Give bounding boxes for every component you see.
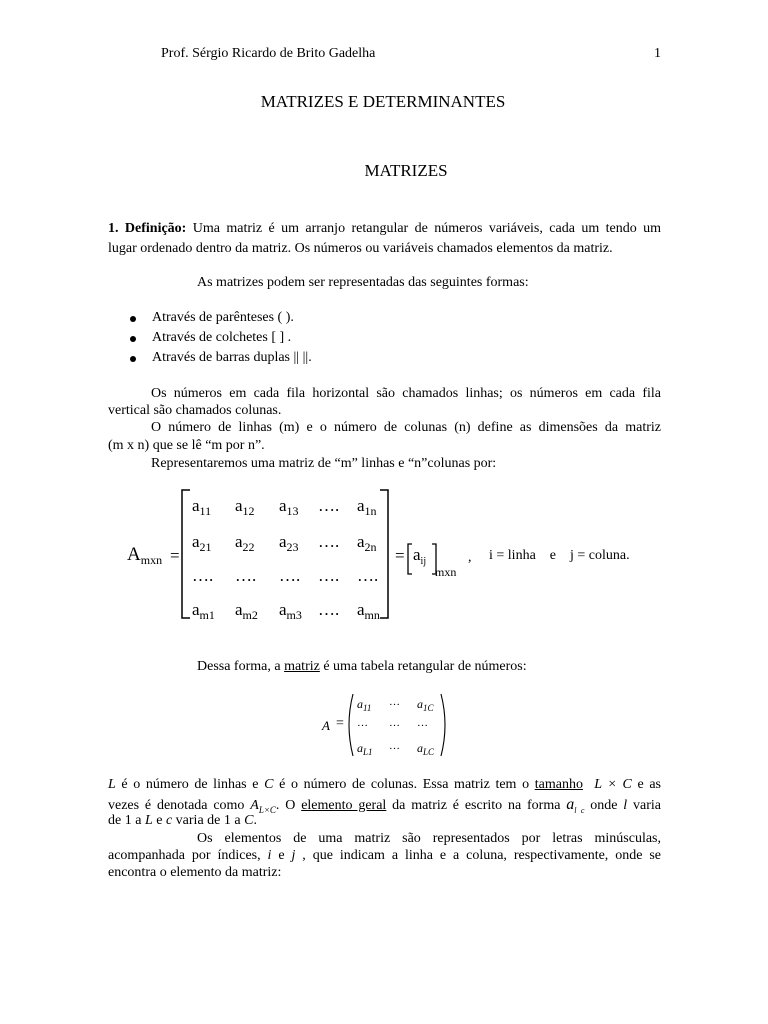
var-alc: a: [566, 796, 575, 813]
matrix2-cell-base: a: [357, 741, 363, 755]
matrix2-cell: …: [389, 696, 400, 708]
text: , que indicam a linha e a coluna, respectivamente, onde se: [295, 848, 662, 863]
var-c: c: [165, 813, 173, 828]
matrix-cell: [235, 532, 255, 552]
header-author: Prof. Sérgio Ricardo de Brito Gadelha: [161, 46, 376, 61]
matrix-cell: ….: [279, 566, 301, 585]
var-C: C: [264, 777, 274, 792]
text: é o número de linhas e: [115, 777, 265, 792]
matrix-cell-base: a: [357, 496, 365, 515]
section-title: MATRIZES: [364, 161, 448, 180]
text: .: [253, 813, 257, 828]
para5-line-1: [108, 777, 661, 793]
var-alc-sub: l c: [574, 805, 585, 815]
matrix-lhs-sub: mxn: [140, 553, 163, 567]
matrix-cell: [279, 496, 299, 516]
definition-line-2: lugar ordenado dentro da matriz. Os números ou variáveis chamados elementos da matriz.: [108, 241, 613, 256]
equals-sign: =: [170, 546, 180, 565]
var-i: i: [267, 848, 272, 863]
matrix-cell-sub: 22: [242, 540, 255, 554]
text: onde: [584, 798, 624, 813]
para1-line-1: Os números em cada fila horizontal são chamados linhas; os números em cada fila: [151, 386, 661, 401]
var-L: L: [144, 813, 153, 828]
matrix2-cell: …: [389, 717, 400, 729]
matrix2-cell-sub: LC: [423, 747, 435, 757]
para6-line-3: encontra o elemento da matriz:: [108, 865, 282, 880]
matrix-cell: [192, 600, 215, 620]
definition-text-1: Uma matriz é um arranjo retangular de números variáveis, cada um tendo um: [192, 221, 662, 236]
matrix2-cell-base: a: [417, 741, 423, 755]
text: . O: [275, 798, 302, 813]
matrix-cell-base: a: [192, 600, 200, 619]
bullet-item: Através de parênteses ( ).: [152, 310, 294, 325]
tamanho-link[interactable]: tamanho: [534, 777, 583, 792]
var-C: C: [244, 813, 254, 828]
matrix2-cell-sub: L1: [363, 747, 373, 757]
matrix-cell: [192, 496, 211, 516]
matrix-cell-sub: m1: [199, 608, 215, 622]
text: varia: [627, 798, 661, 813]
matrix2-cell-sub: 1C: [423, 703, 434, 713]
index-caption: i = linha e j = coluna.: [489, 548, 630, 563]
bullet-item: Através de barras duplas || ||.: [152, 350, 312, 365]
text: e: [152, 813, 166, 828]
matrix-cell-base: a: [235, 600, 243, 619]
para1-line-2: vertical são chamados colunas.: [108, 403, 282, 418]
bullet-item: Através de colchetes [ ] .: [152, 330, 292, 345]
matriz-link[interactable]: matriz: [284, 659, 320, 674]
para4: [197, 659, 527, 675]
forms-intro: As matrizes podem ser representadas das seguintes formas:: [197, 275, 529, 290]
matrix-cell: [279, 600, 302, 620]
matrix-cell-base: a: [357, 532, 365, 551]
matrix2-lhs: A: [322, 718, 330, 733]
matrix-cell-sub: 23: [286, 540, 299, 554]
matrix2-cell: [417, 697, 434, 712]
para3: Representaremos uma matriz de “m” linhas e “n”colunas por:: [151, 456, 497, 471]
matrix-cell: [357, 600, 380, 620]
matrix-cell: ….: [235, 566, 257, 585]
para6-line-1: Os elementos de uma matriz são representados por letras minúsculas,: [197, 831, 661, 846]
page-number: 1: [654, 46, 661, 61]
matrix-cell-sub: 12: [242, 504, 255, 518]
matrix-cell-base: a: [192, 496, 200, 515]
matrix2-cell-base: a: [357, 697, 363, 711]
page-title: MATRIZES E DETERMINANTES: [260, 92, 506, 111]
aij-sub: ij: [420, 556, 427, 567]
comma: ,: [468, 550, 472, 565]
matrix-cell: ….: [318, 496, 340, 515]
para2-line-1: O número de linhas (m) e o número de colunas (n) define as dimensões da matriz: [151, 420, 661, 435]
matrix2-cell: …: [357, 717, 368, 729]
matrix-cell: [357, 496, 377, 516]
para4-post: é uma tabela retangular de números:: [319, 659, 527, 674]
matrix-cell-base: a: [235, 532, 243, 551]
matrix-cell-sub: mn: [364, 608, 380, 622]
matrix-cell: ….: [192, 566, 214, 585]
text: vezes é denotada como: [108, 798, 251, 813]
matrix-cell-sub: m2: [242, 608, 258, 622]
definition-label: 1. Definição:: [108, 221, 187, 236]
aij-outer-sub: mxn: [435, 565, 457, 579]
text: de 1 a: [108, 813, 145, 828]
aij-letter: a: [413, 545, 421, 564]
matrix-cell-sub: 21: [199, 540, 212, 554]
text: e: [271, 848, 292, 863]
matrix2-cell-base: a: [417, 697, 423, 711]
matrix2-cell: [357, 697, 371, 712]
definition-line-1: [108, 221, 661, 237]
matrix-cell-base: a: [235, 496, 243, 515]
matrix2-cell: …: [417, 717, 428, 729]
equals-sign-2: =: [395, 546, 405, 565]
para4-pre: Dessa forma, a: [197, 659, 285, 674]
matrix2-cell: [357, 741, 373, 756]
bullet-dot: [130, 316, 136, 322]
elemento-geral-link[interactable]: elemento geral: [301, 798, 387, 813]
para5-line-2: [108, 796, 661, 814]
matrix-cell: ….: [318, 600, 340, 619]
text: varia de 1 a: [172, 813, 245, 828]
matrix-cell: [235, 600, 258, 620]
text: é o número de colunas. Essa matriz tem o: [273, 777, 535, 792]
matrix-cell-sub: 11: [199, 504, 212, 518]
dimension-LxC: L × C: [594, 777, 632, 792]
text: da matriz é escrito na forma: [386, 798, 567, 813]
matrix-cell-sub: 1n: [364, 504, 377, 518]
var-A-sub: L×C: [258, 804, 276, 815]
matrix-cell: [192, 532, 212, 552]
para6-line-2: [108, 848, 661, 864]
matrix-cell: [357, 532, 377, 552]
matrix2-cell: …: [389, 740, 400, 752]
matrix-lhs-letter: A: [127, 544, 141, 565]
matrix2-equals: =: [336, 716, 344, 731]
para2-line-2: (m x n) que se lê “m por n”.: [108, 438, 265, 453]
matrix-cell: [279, 532, 299, 552]
text: e as: [631, 777, 661, 792]
matrix-cell: [235, 496, 255, 516]
matrix-cell-sub: 2n: [364, 540, 377, 554]
bullet-dot: [130, 336, 136, 342]
matrix-cell-base: a: [279, 532, 287, 551]
matrix-cell-base: a: [357, 600, 365, 619]
text: acompanhada por índices,: [108, 848, 268, 863]
matrix-cell-base: a: [192, 532, 200, 551]
aij-element: [413, 545, 426, 565]
matrix-cell: ….: [357, 566, 379, 585]
matrix-cell: ….: [318, 532, 340, 551]
matrix-cell-base: a: [279, 600, 287, 619]
matrix-cell-sub: 13: [286, 504, 299, 518]
matrix-cell: ….: [318, 566, 340, 585]
bullet-dot: [130, 356, 136, 362]
matrix2-cell-sub: 11: [363, 703, 372, 713]
para5-line-3: [108, 813, 257, 829]
matrix-cell-base: a: [279, 496, 287, 515]
matrix-lhs: [127, 544, 162, 566]
matrix-cell-sub: m3: [286, 608, 302, 622]
var-l: l: [623, 798, 628, 813]
var-j: j: [291, 848, 296, 863]
matrix2-cell: [417, 741, 434, 756]
var-L: L: [108, 777, 116, 792]
var-A: A: [250, 798, 259, 813]
